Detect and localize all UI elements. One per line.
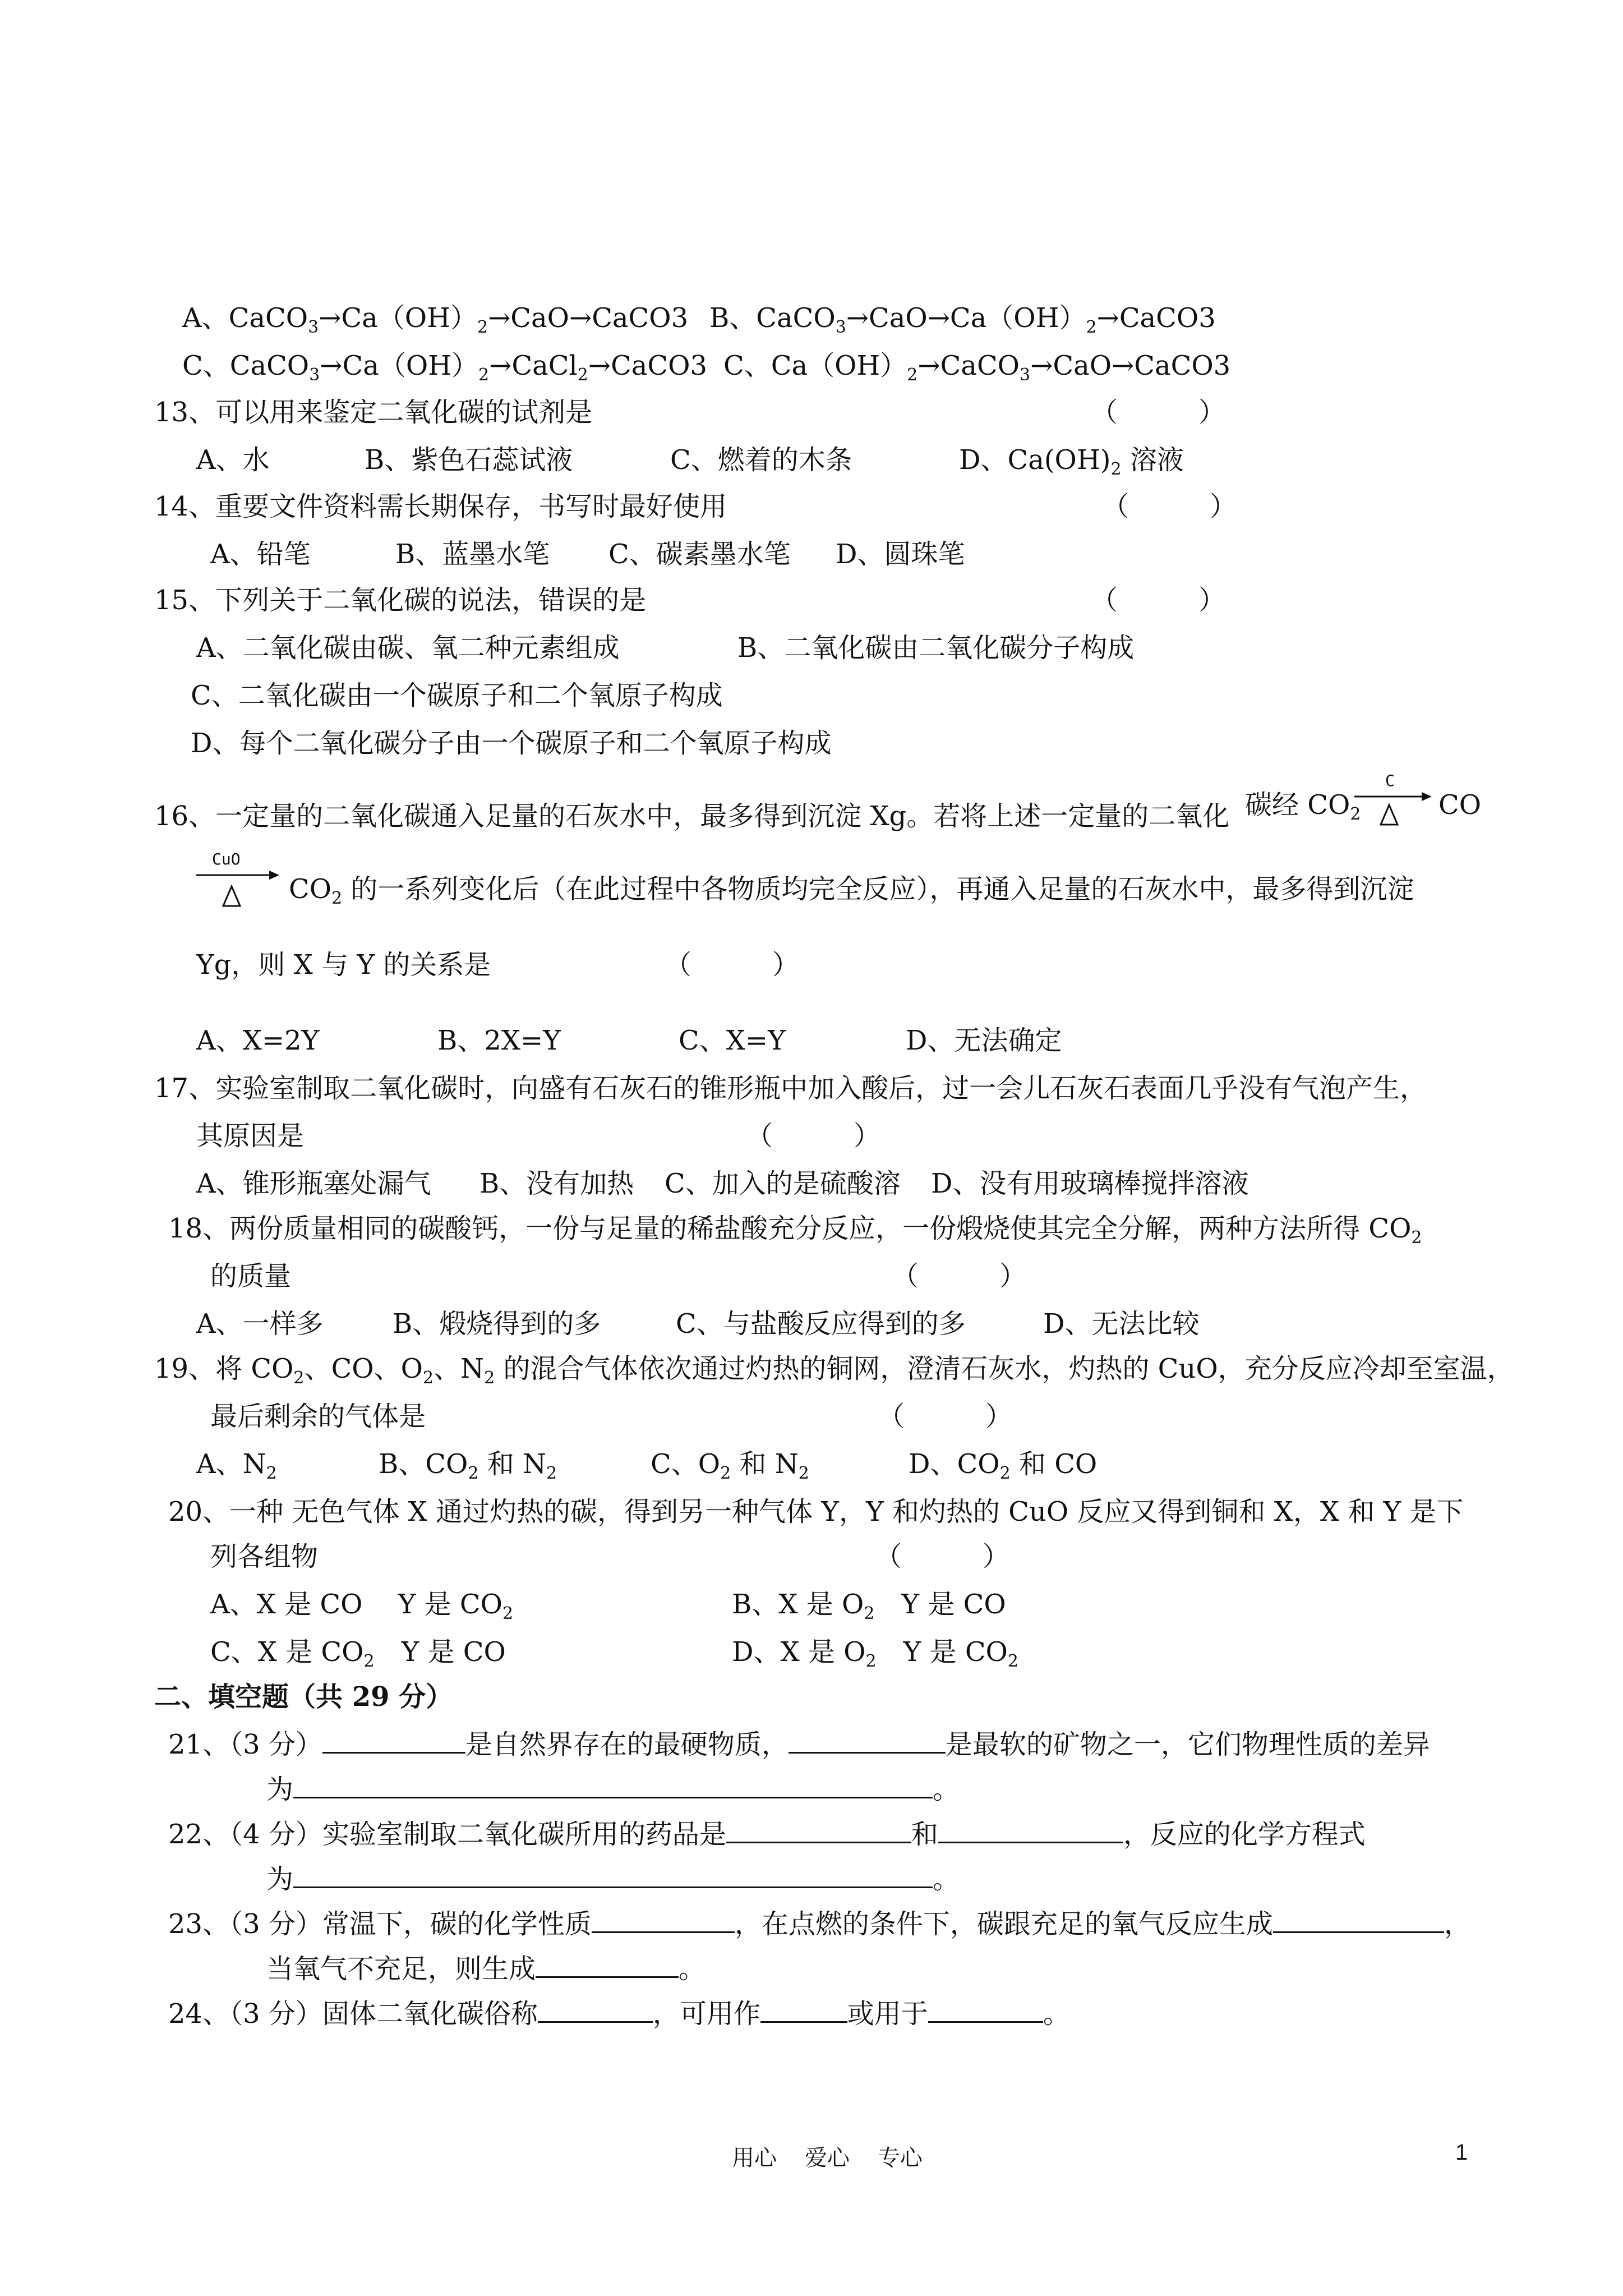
q19-option-b: B、$CO_2$ 和 $N_2$ [379, 1448, 557, 1483]
q16-option-b: B、2X=Y [437, 1025, 561, 1056]
q12-option-a: A、$CaCO_3\to Ca(OH)_2\to CaO\to CaCO3$ [182, 302, 689, 337]
q19-option-c: C、$O_2$ 和 $N_2$ [651, 1448, 809, 1483]
q21-line-1: 21、（3 分） 是自然界存在的最硬物质， 是最软的矿物之一，它们物理性质的差异 [168, 1729, 1430, 1760]
q13-option-d: D、$Ca(OH)_2$ 溶液 [959, 444, 1184, 479]
q19-option-a: A、$N_2$ [196, 1448, 277, 1483]
q18-option-a: A、一样多 [196, 1308, 324, 1340]
q17-line-1: 17、实验室制取二氧化碳时，向盛有石灰石的锥形瓶中加入酸后，过一会儿石灰石表面几乎没有气泡产生， [154, 1073, 1427, 1104]
q16-reaction-arrow-cuo: CuO [196, 850, 280, 917]
page-footer: 用心 爱心 专心 [732, 2145, 923, 2170]
q20-line-1: 20、一种 无色气体 X 通过灼热的碳，得到另一种气体 Y，Y 和灼热的 CuO 反应又得到铜和 X，X 和 Y 是下 [168, 1496, 1464, 1527]
q18-option-d: D、无法比较 [1043, 1308, 1200, 1340]
q24-blank-2[interactable] [760, 1999, 847, 2023]
q14-option-d: D、圆珠笔 [836, 539, 965, 570]
q23-blank-2[interactable] [1273, 1909, 1444, 1933]
q20-option-c: C、X 是 $CO_2$ Y 是 CO [210, 1636, 506, 1671]
q18-line-2: 的质量 [210, 1260, 292, 1292]
q20-option-d: D、X 是 $O_2$ Y 是 $CO_2$ [732, 1636, 1019, 1671]
q14-option-c: C、碳素墨水笔 [608, 539, 791, 570]
q18-option-c: C、与盐酸反应得到的多 [676, 1308, 966, 1340]
q12-option-b: B、$CaCO_3\to CaO\to Ca(OH)_2\to CaCO3$ [709, 302, 1216, 337]
q15-option-c: C、二氧化碳由一个碳原子和二个氧原子构成 [191, 680, 723, 711]
q13-stem: 13、可以用来鉴定二氧化碳的试剂是 [154, 397, 593, 428]
q13-option-a: A、水 [196, 444, 270, 476]
q24-line: 24、（3 分）固体二氧化碳俗称 ，可用作 或用于 。 [168, 1998, 1070, 2030]
q22-line-1: 22、（4 分）实验室制取二氧化碳所用的药品是 和 ，反应的化学方程式 [168, 1819, 1366, 1850]
q17-option-c: C、加入的是硫酸溶 [665, 1168, 901, 1199]
q23-blank-3[interactable] [536, 1954, 679, 1978]
q17-line-2: 其原因是 [196, 1120, 305, 1152]
q16-line-1: 16、一定量的二氧化碳通入足量的石灰水中，最多得到沉淀 Xg。若将上述一定量的二氧化 [154, 800, 1230, 832]
q21-blank-1[interactable] [322, 1729, 465, 1754]
q20-option-a: A、X 是 CO Y 是 $CO_2$ [210, 1589, 514, 1623]
q15-option-b: B、二氧化碳由二氧化碳分子构成 [737, 632, 1135, 664]
q17-option-b: B、没有加热 [479, 1168, 634, 1199]
q17-answer-paren: （ ） [746, 1120, 881, 1152]
q19-line-1: 19、将 $CO_2$、CO、$O_2$、$N_2$ 的混合气体依次通过灼热的铜网，澄清石灰水，灼热的 CuO，充分反应冷却至室温， [154, 1353, 1514, 1388]
arrow-with-heat-triangle-icon [1354, 771, 1433, 836]
q14-option-a: A、铅笔 [210, 539, 311, 570]
q16-carbon-via-co2: 碳经 $CO_2$ [1245, 789, 1361, 824]
q22-blank-3[interactable] [293, 1864, 933, 1888]
q15-option-d: D、每个二氧化碳分子由一个碳原子和二个氧原子构成 [191, 728, 832, 759]
q13-option-c: C、燃着的木条 [670, 444, 852, 476]
q24-blank-3[interactable] [928, 1999, 1043, 2023]
q17-option-d: D、没有用玻璃棒搅拌溶液 [931, 1168, 1249, 1199]
q16-co: CO [1438, 789, 1482, 821]
q14-option-b: B、蓝墨水笔 [395, 539, 550, 570]
section-heading-fill-in: 二、填空题（共 29 分） [154, 1681, 453, 1713]
arrow-with-heat-triangle-icon [196, 850, 280, 917]
q23-line-1: 23、（3 分）常温下，碳的化学性质 ，在点燃的条件下，碳跟充足的氧气反应生成 ， [168, 1908, 1471, 1940]
q18-answer-paren: （ ） [892, 1260, 1027, 1292]
q20-answer-paren: （ ） [875, 1541, 1010, 1572]
q21-blank-2[interactable] [789, 1729, 946, 1754]
q15-stem: 15、下列关于二氧化碳的说法，错误的是 [154, 585, 647, 616]
q12-option-d: C、$Ca(OH)_2\to CaCO_3\to CaO\to CaCO3$ [723, 350, 1231, 385]
q19-line-2: 最后剩余的气体是 [210, 1401, 426, 1432]
q20-line-2: 列各组物 [210, 1541, 319, 1572]
q12-option-c: C、$CaCO_3\to Ca(OH)_2\to CaCl_2\to CaCO3$ [182, 350, 708, 385]
q16-answer-paren: （ ） [665, 949, 800, 981]
q16-option-d: D、无法确定 [906, 1025, 1062, 1056]
q14-stem: 14、重要文件资料需长期保存，书写时最好使用 [154, 491, 727, 522]
q14-answer-paren: （ ） [1102, 491, 1237, 522]
q21-blank-3[interactable] [293, 1774, 933, 1798]
q16-line-3: Yg，则 X 与 Y 的关系是 [196, 949, 491, 981]
q23-blank-1[interactable] [592, 1909, 735, 1933]
q16-reaction-arrow-carbon: C [1354, 771, 1433, 836]
q18-line-1: 18、两份质量相同的碳酸钙，一份与足量的稀盐酸充分反应，一份煅烧使其完全分解，两种方法所得 $CO_2$ [168, 1213, 1422, 1248]
q24-blank-1[interactable] [538, 1999, 653, 2023]
q13-option-b: B、紫色石蕊试液 [365, 444, 573, 476]
q17-option-a: A、锥形瓶塞处漏气 [196, 1168, 431, 1199]
q22-blank-2[interactable] [938, 1819, 1123, 1843]
q16-option-c: C、X=Y [679, 1025, 786, 1056]
q16-option-a: A、X=2Y [196, 1025, 320, 1056]
q15-option-a: A、二氧化碳由碳、氧二种元素组成 [196, 632, 620, 664]
q19-answer-paren: （ ） [878, 1401, 1013, 1432]
q20-option-b: B、X 是 $O_2$ Y 是 CO [732, 1589, 1006, 1623]
q19-option-d: D、$CO_2$ 和 CO [909, 1448, 1098, 1483]
page-number: 1 [1455, 2140, 1468, 2165]
q23-line-2: 当氧气不充足，则生成 。 [266, 1953, 706, 1985]
q15-answer-paren: （ ） [1091, 585, 1226, 616]
q22-line-2: 为 。 [266, 1864, 960, 1895]
q18-option-b: B、煅烧得到的多 [393, 1308, 601, 1340]
q16-line-2: $CO_2$ 的一系列变化后（在此过程中各物质均完全反应），再通入足量的石灰水中，最多得到沉淀 [289, 873, 1414, 908]
q13-answer-paren: （ ） [1091, 397, 1226, 428]
q22-blank-1[interactable] [726, 1819, 911, 1843]
q21-line-2: 为 。 [266, 1774, 960, 1805]
